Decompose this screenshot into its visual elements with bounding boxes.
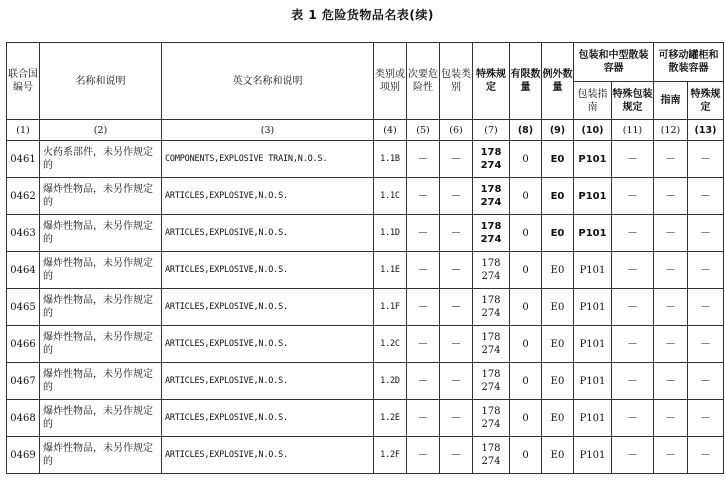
header-packing-group: 包装类别 [440, 43, 473, 120]
column-number: (9) [542, 120, 574, 141]
table-row [7, 400, 724, 437]
limited-quantity-cell: 0 [510, 215, 542, 252]
packing-group-cell: — [440, 252, 473, 289]
header-name-en: 英文名称和说明 [162, 43, 374, 120]
name-cn-cell: 爆炸性物品，未另作规定的 [40, 215, 162, 252]
special-provision-code: 178 [481, 332, 501, 343]
subsidiary-risk-cell: — [407, 178, 440, 215]
header-excepted-quantity: 例外数量 [542, 43, 574, 120]
column-number: (5) [407, 120, 440, 141]
special-provision-code: 178 [481, 443, 501, 454]
table-title: 表 1 危险货物品名表(续) [291, 8, 434, 22]
special-packing-cell: — [612, 363, 654, 400]
special-provisions-cell [473, 178, 510, 215]
excepted-quantity-cell: E0 [542, 326, 574, 363]
column-number: (6) [440, 120, 473, 141]
subsidiary-risk-cell: — [407, 326, 440, 363]
class-cell: 1.1D [374, 215, 407, 252]
name-cn-cell: 爆炸性物品，未另作规定的 [40, 437, 162, 474]
excepted-quantity-cell: E0 [542, 437, 574, 474]
tank-instruction-cell: — [654, 437, 688, 474]
special-provision-code: 178 [480, 184, 502, 195]
un-number-cell: 0462 [7, 178, 40, 215]
column-number: (12) [654, 120, 688, 141]
special-provision-code: 274 [481, 419, 501, 430]
special-provision-code: 178 [480, 147, 502, 158]
special-provision-code: 178 [481, 369, 501, 380]
table-row [7, 215, 724, 252]
special-packing-cell: — [612, 178, 654, 215]
un-number-cell: 0469 [7, 437, 40, 474]
header-subsidiary-risk: 次要危险性 [407, 43, 440, 120]
limited-quantity-cell: 0 [510, 326, 542, 363]
header-tank-special: 特殊规定 [688, 82, 724, 120]
tank-special-cell: — [688, 363, 724, 400]
subsidiary-risk-cell: — [407, 400, 440, 437]
packing-instruction-cell: P101 [574, 289, 612, 326]
name-en-cell: ARTICLES,EXPLOSIVE,N.O.S. [162, 363, 374, 400]
table-row [7, 326, 724, 363]
special-provision-code: 178 [481, 258, 501, 269]
table-row [7, 437, 724, 474]
special-provision-code: 274 [480, 197, 502, 208]
subsidiary-risk-cell: — [407, 363, 440, 400]
tank-instruction-cell: — [654, 252, 688, 289]
packing-instruction-cell: P101 [574, 178, 612, 215]
name-cn-cell: 爆炸性物品，未另作规定的 [40, 400, 162, 437]
excepted-quantity-cell: E0 [542, 215, 574, 252]
special-provisions-cell [473, 400, 510, 437]
name-cn-cell: 爆炸性物品，未另作规定的 [40, 252, 162, 289]
special-provision-code: 274 [481, 456, 501, 467]
packing-group-cell: — [440, 178, 473, 215]
class-cell: 1.2C [374, 326, 407, 363]
name-en-cell: ARTICLES,EXPLOSIVE,N.O.S. [162, 215, 374, 252]
tank-instruction-cell: — [654, 178, 688, 215]
table-row [7, 141, 724, 178]
un-number-cell: 0465 [7, 289, 40, 326]
column-number: (7) [473, 120, 510, 141]
tank-special-cell: — [688, 141, 724, 178]
name-cn-cell: 爆炸性物品，未另作规定的 [40, 326, 162, 363]
header-tank-instructions: 指南 [654, 82, 688, 120]
tank-special-cell: — [688, 289, 724, 326]
header-special-packing: 特殊包装规定 [612, 82, 654, 120]
special-packing-cell: — [612, 326, 654, 363]
excepted-quantity-cell: E0 [542, 141, 574, 178]
column-number: (4) [374, 120, 407, 141]
class-cell: 1.2F [374, 437, 407, 474]
name-cn-cell: 火药系部件，未另作规定的 [40, 141, 162, 178]
name-en-cell: ARTICLES,EXPLOSIVE,N.O.S. [162, 252, 374, 289]
un-number-cell: 0466 [7, 326, 40, 363]
packing-instruction-cell: P101 [574, 215, 612, 252]
column-number-row [7, 120, 724, 141]
class-cell: 1.1F [374, 289, 407, 326]
special-provisions-cell [473, 252, 510, 289]
dangerous-goods-table [6, 42, 724, 474]
packing-group-cell: — [440, 326, 473, 363]
excepted-quantity-cell: E0 [542, 363, 574, 400]
name-en-cell: COMPONENTS,EXPLOSIVE TRAIN,N.O.S. [162, 141, 374, 178]
tank-special-cell: — [688, 400, 724, 437]
class-cell: 1.1E [374, 252, 407, 289]
limited-quantity-cell: 0 [510, 289, 542, 326]
special-provisions-cell [473, 141, 510, 178]
packing-instruction-cell: P101 [574, 363, 612, 400]
limited-quantity-cell: 0 [510, 141, 542, 178]
special-packing-cell: — [612, 215, 654, 252]
column-number: (13) [688, 120, 724, 141]
name-en-cell: ARTICLES,EXPLOSIVE,N.O.S. [162, 437, 374, 474]
name-cn-cell: 爆炸性物品，未另作规定的 [40, 363, 162, 400]
limited-quantity-cell: 0 [510, 252, 542, 289]
header-name-cn: 名称和说明 [40, 43, 162, 120]
special-packing-cell: — [612, 289, 654, 326]
column-number: (1) [7, 120, 40, 141]
special-provisions-cell [473, 215, 510, 252]
table-row [7, 252, 724, 289]
tank-special-cell: — [688, 178, 724, 215]
column-number: (3) [162, 120, 374, 141]
un-number-cell: 0464 [7, 252, 40, 289]
excepted-quantity-cell: E0 [542, 400, 574, 437]
table-row [7, 178, 724, 215]
name-en-cell: ARTICLES,EXPLOSIVE,N.O.S. [162, 289, 374, 326]
tank-instruction-cell: — [654, 215, 688, 252]
special-provision-code: 274 [481, 345, 501, 356]
name-en-cell: ARTICLES,EXPLOSIVE,N.O.S. [162, 178, 374, 215]
subsidiary-risk-cell: — [407, 215, 440, 252]
class-cell: 1.2E [374, 400, 407, 437]
packing-group-cell: — [440, 437, 473, 474]
packing-instruction-cell: P101 [574, 326, 612, 363]
special-provision-code: 274 [481, 308, 501, 319]
column-number: (8) [510, 120, 542, 141]
subsidiary-risk-cell: — [407, 252, 440, 289]
packing-instruction-cell: P101 [574, 141, 612, 178]
packing-group-cell: — [440, 215, 473, 252]
special-provisions-cell [473, 326, 510, 363]
packing-group-cell: — [440, 363, 473, 400]
packing-instruction-cell: P101 [574, 400, 612, 437]
header-class: 类别或项别 [374, 43, 407, 120]
class-cell: 1.1B [374, 141, 407, 178]
tank-instruction-cell: — [654, 141, 688, 178]
limited-quantity-cell: 0 [510, 363, 542, 400]
special-provision-code: 274 [481, 382, 501, 393]
special-provision-code: 274 [480, 160, 502, 171]
name-en-cell: ARTICLES,EXPLOSIVE,N.O.S. [162, 326, 374, 363]
tank-instruction-cell: — [654, 363, 688, 400]
subsidiary-risk-cell: — [407, 289, 440, 326]
table-row [7, 363, 724, 400]
excepted-quantity-cell: E0 [542, 289, 574, 326]
tank-instruction-cell: — [654, 289, 688, 326]
packing-group-cell: — [440, 289, 473, 326]
packing-instruction-cell: P101 [574, 252, 612, 289]
header-packaging-ibc: 包装和中型散装容器 [574, 43, 654, 82]
subsidiary-risk-cell: — [407, 141, 440, 178]
column-number: (2) [40, 120, 162, 141]
header-packing-instructions: 包装指南 [574, 82, 612, 120]
un-number-cell: 0467 [7, 363, 40, 400]
tank-special-cell: — [688, 326, 724, 363]
limited-quantity-cell: 0 [510, 437, 542, 474]
tank-special-cell: — [688, 215, 724, 252]
excepted-quantity-cell: E0 [542, 178, 574, 215]
un-number-cell: 0463 [7, 215, 40, 252]
special-packing-cell: — [612, 141, 654, 178]
column-number: (11) [612, 120, 654, 141]
tank-instruction-cell: — [654, 326, 688, 363]
un-number-cell: 0461 [7, 141, 40, 178]
special-packing-cell: — [612, 252, 654, 289]
special-provisions-cell [473, 289, 510, 326]
un-number-cell: 0468 [7, 400, 40, 437]
limited-quantity-cell: 0 [510, 400, 542, 437]
special-provision-code: 178 [481, 295, 501, 306]
class-cell: 1.2D [374, 363, 407, 400]
header-portable-tanks: 可移动罐柜和散装容器 [654, 43, 724, 82]
packing-instruction-cell: P101 [574, 437, 612, 474]
special-provisions-cell [473, 363, 510, 400]
special-provision-code: 274 [480, 234, 502, 245]
special-provision-code: 274 [481, 271, 501, 282]
limited-quantity-cell: 0 [510, 178, 542, 215]
tank-special-cell: — [688, 252, 724, 289]
column-number: (10) [574, 120, 612, 141]
special-provision-code: 178 [480, 221, 502, 232]
special-packing-cell: — [612, 400, 654, 437]
header-un-number: 联合国编号 [7, 43, 40, 120]
packing-group-cell: — [440, 400, 473, 437]
header-limited-quantity: 有限数量 [510, 43, 542, 120]
special-provisions-cell [473, 437, 510, 474]
subsidiary-risk-cell: — [407, 437, 440, 474]
name-cn-cell: 爆炸性物品，未另作规定的 [40, 289, 162, 326]
packing-group-cell: — [440, 141, 473, 178]
header-special-provisions: 特殊规定 [473, 43, 510, 120]
special-packing-cell: — [612, 437, 654, 474]
class-cell: 1.1C [374, 178, 407, 215]
name-cn-cell: 爆炸性物品，未另作规定的 [40, 178, 162, 215]
tank-instruction-cell: — [654, 400, 688, 437]
name-en-cell: ARTICLES,EXPLOSIVE,N.O.S. [162, 400, 374, 437]
excepted-quantity-cell: E0 [542, 252, 574, 289]
tank-special-cell: — [688, 437, 724, 474]
table-row [7, 289, 724, 326]
special-provision-code: 178 [481, 406, 501, 417]
